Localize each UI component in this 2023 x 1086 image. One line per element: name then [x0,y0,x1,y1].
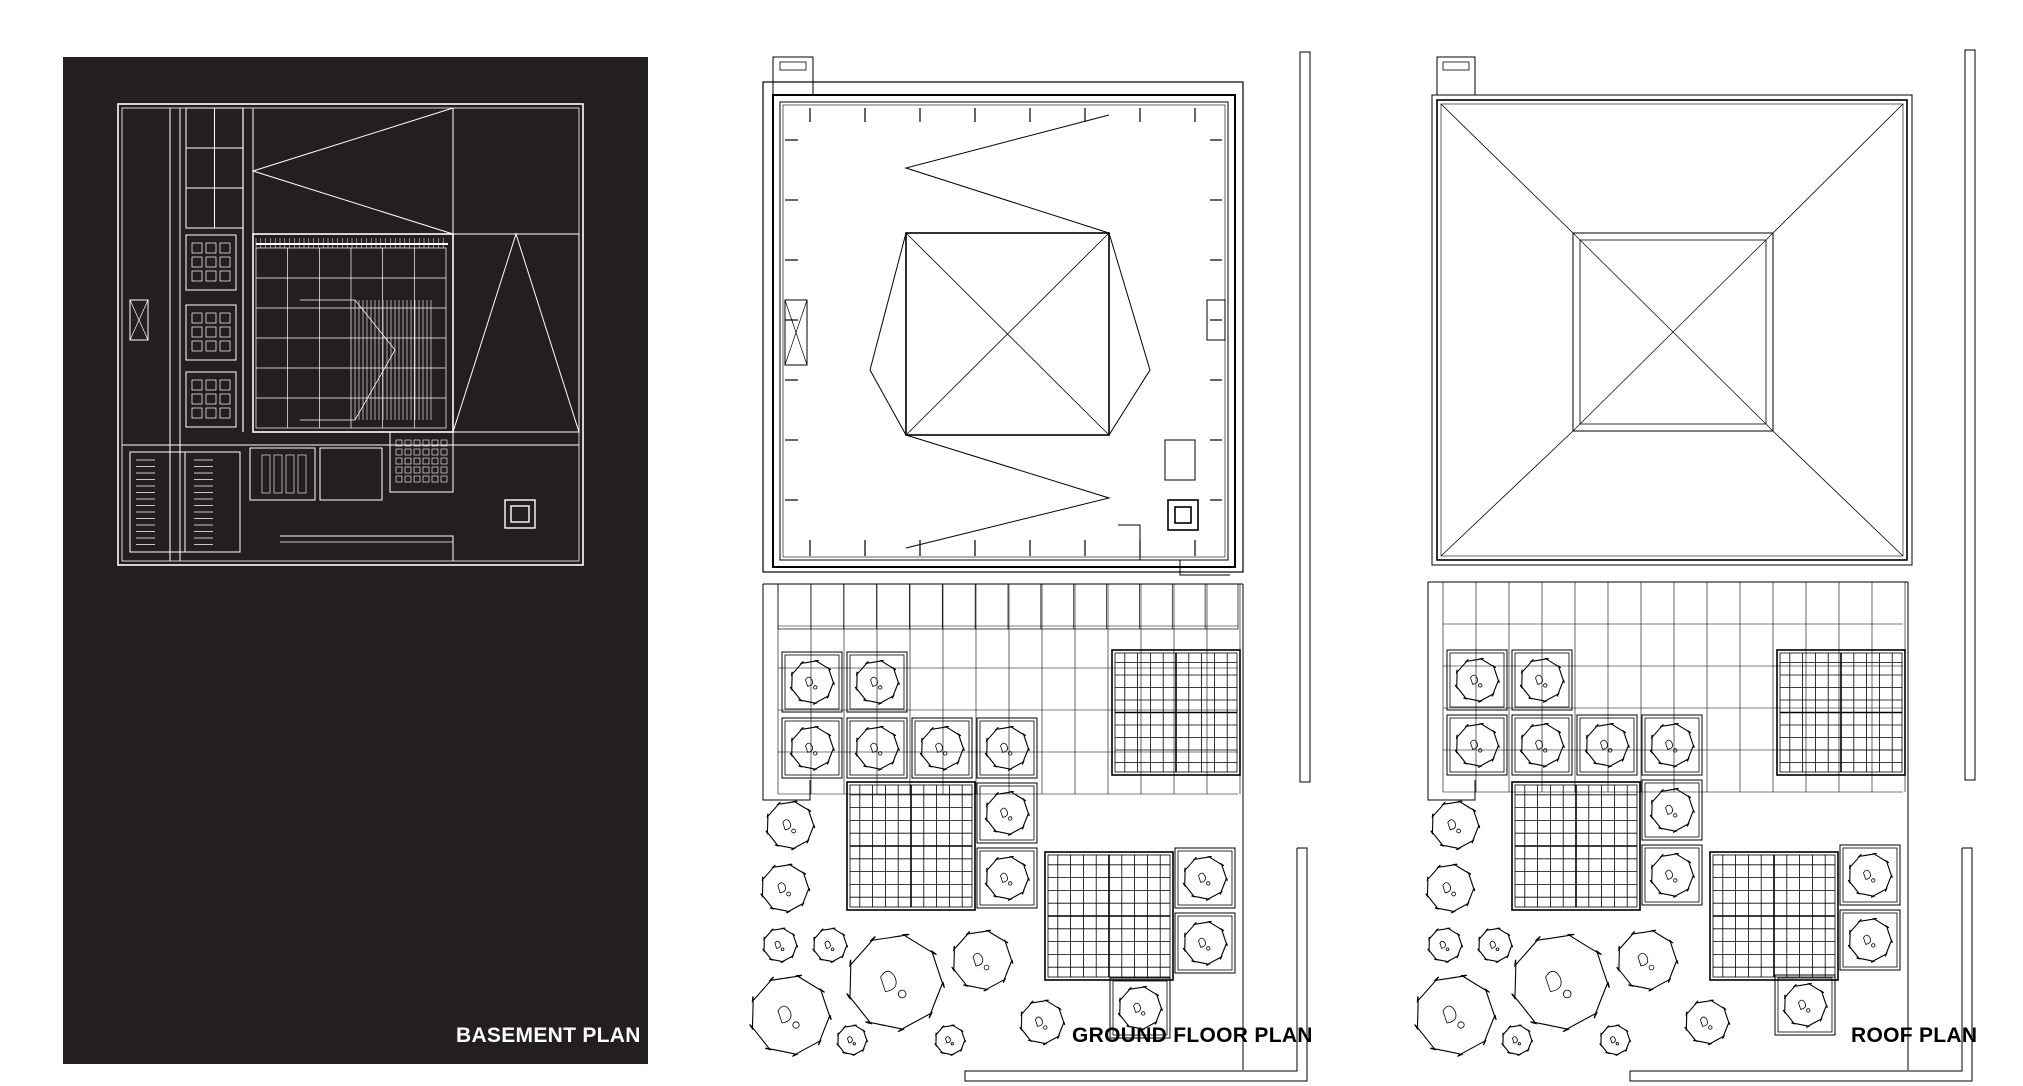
ground-planted-tree-5 [912,718,972,778]
roof-planted-tree-10 [1840,910,1900,970]
roof-tree-10 [1600,1025,1630,1055]
ground-floor-plan-title: GROUND FLOOR PLAN [1072,1024,1313,1047]
ground-tree-2 [761,864,810,912]
ground-service-room [1165,440,1195,480]
ground-planted-tree-10 [1175,913,1235,973]
ground-tree-6 [847,934,944,1031]
roof-tree-2 [1426,864,1475,912]
ground-planted-tree-9 [1175,848,1235,908]
basement-plan-panel [63,57,648,1064]
ground-courtyard-edge [763,584,810,800]
ground-tree-1 [766,801,815,849]
roof-tree-7 [1617,930,1678,991]
roof-planted-tree-9 [1840,845,1900,905]
ground-garden-bed-south [1045,852,1173,980]
ground-planted-tree-6 [977,718,1037,778]
roof-tree-9 [1502,1025,1532,1055]
basement-background [63,57,648,1064]
ground-ramp-south [906,435,1109,548]
ground-stair-core [1168,500,1198,530]
ground-planted-tree-1 [782,652,842,712]
roof-boundary-wall-north [1965,50,1975,780]
roof-tree-8 [1685,1000,1730,1045]
roof-courtyard-edge [1428,582,1475,800]
ground-planted-tree-7 [977,783,1037,843]
roof-planted-tree-8 [1642,845,1702,905]
ground-ramp-north [906,115,1109,233]
ground-planted-tree-8 [977,848,1037,908]
ground-garden-bed-east [1112,650,1240,775]
ground-garden-bed-center [847,782,975,910]
roof-tree-3 [1428,928,1463,962]
roof-planted-tree-1 [1447,650,1507,710]
roof-planted-tree-7 [1642,780,1702,840]
ground-tree-8 [1020,1000,1065,1045]
ground-planted-tree-3 [782,718,842,778]
roof-tree-4 [1478,928,1513,962]
ground-vent-box [773,57,813,95]
roof-garden-bed-south [1710,852,1838,980]
ground-tree-4 [813,928,848,962]
roof-planted-tree-6 [1642,715,1702,775]
ground-ramp-west [870,233,906,435]
roof-planted-tree-3 [1447,715,1507,775]
ground-tree-7 [952,930,1013,991]
ground-tree-10 [935,1025,965,1055]
roof-planted-tree-5 [1577,715,1637,775]
roof-plan-title: ROOF PLAN [1851,1024,1978,1047]
ground-tree-5 [750,975,831,1056]
roof-planted-tree-11 [1775,975,1835,1035]
ground-site-line [763,82,1243,572]
roof-tree-6 [1512,934,1609,1031]
ground-ramp-east [1109,233,1150,435]
ground-tree-3 [763,928,798,962]
ground-paving-top-row [778,584,1238,629]
ground-tree-9 [837,1025,867,1055]
ground-floor-plan-panel [750,52,1310,1081]
basement-plan-title: BASEMENT PLAN [456,1024,641,1047]
roof-garden-bed-east [1777,650,1905,775]
ground-boundary-wall-north [1300,52,1310,782]
roof-plan-panel [1415,50,1978,1081]
roof-tree-5 [1415,975,1496,1056]
roof-tree-1 [1431,801,1480,849]
roof-garden-bed-center [1512,782,1640,910]
roof-hip-line [1441,104,1573,233]
